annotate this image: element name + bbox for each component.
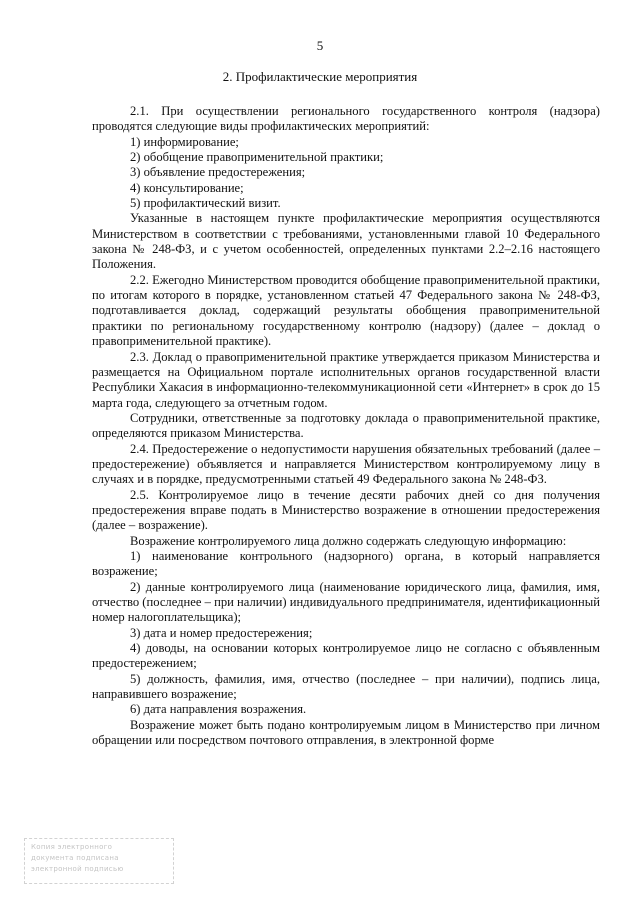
paragraph: 2.4. Предостережение о недопустимости нарушения обязательных требований (далее – предостережение) объявляется и направляется Министерством контролируемому лицу в случаях и в порядке, предусмотренными статьей 49 Федерального закона № 248-ФЗ.: [92, 441, 600, 487]
paragraph: 2.5. Контролируемое лицо в течение десяти рабочих дней со дня получения предостережения вправе подать в Министерство возражение в отношении предостережения (далее – возражение).: [92, 487, 600, 533]
stamp-line: Копия электронного: [31, 843, 113, 851]
paragraph: 2.1. При осуществлении регионального государственного контроля (надзора) проводятся следующие виды профилактических мероприятий:: [92, 104, 600, 134]
paragraph: 2) данные контролируемого лица (наименование юридического лица, фамилия, имя, отчество (последнее – при наличии) индивидуального предпринимателя, идентификационный номер налогоплательщика);: [92, 579, 600, 625]
paragraph: Возражение может быть подано контролируемым лицом в Министерство при личном обращении или посредством почтового отправления, в электронной форме: [92, 717, 600, 748]
list-item: 1) информирование;: [130, 134, 239, 149]
document-body: [92, 104, 600, 748]
paragraph: 4) доводы, на основании которых контролируемое лицо не согласно с объявленным предостережением;: [92, 641, 600, 671]
list-item: 5) профилактический визит.: [130, 196, 281, 211]
paragraph: 2.2. Ежегодно Министерством проводится обобщение правоприменительной практики, по итогам которого в порядке, установленном статьей 47 Федерального закона № 248-ФЗ, подготавливается доклад, содержащий результаты обобщения правоприменительной практики по региональному государственному контролю (надзору) (далее – доклад о правоприменительной практике).: [92, 272, 600, 349]
paragraph: 1) наименование контрольного (надзорного) органа, в который направляется возражение;: [92, 548, 600, 579]
scan-stamp: [24, 838, 174, 884]
paragraph: 2.3. Доклад о правоприменительной практике утверждается приказом Министерства и размещается на Официальном портале исполнительных органов государственной власти Республики Хакасия в информационно-телекоммуникационной сети «Интернет» в срок до 15 марта года, следующего за отчетным годом.: [92, 349, 600, 410]
paragraph: 5) должность, фамилия, имя, отчество (последнее – при наличии), подпись лица, направившего возражение;: [92, 671, 600, 702]
stamp-line: документа подписана: [31, 854, 119, 862]
list-item: 2) обобщение правоприменительной практики;: [130, 150, 384, 165]
paragraph: Указанные в настоящем пункте профилактические мероприятия осуществляются Министерством в соответствии с требованиями, установленными главой 10 Федерального закона № 248-ФЗ, и с учетом особенностей, определенных пунктами 2.2–2.16 настоящего Положения.: [92, 211, 600, 272]
list-item: 3) объявление предостережения;: [130, 165, 306, 180]
list-item: 4) консультирование;: [130, 180, 244, 195]
stamp-line: электронной подписью: [31, 865, 124, 873]
list-item: 3) дата и номер предостережения;: [130, 625, 313, 640]
paragraph: Сотрудники, ответственные за подготовку доклада о правоприменительной практике, определяются приказом Министерства.: [92, 410, 600, 441]
list-item: 6) дата направления возражения.: [130, 702, 307, 717]
paragraph: Возражение контролируемого лица должно содержать следующую информацию:: [130, 533, 567, 548]
page-number: 5: [316, 38, 324, 53]
section-title: 2. Профилактические мероприятия: [222, 69, 418, 84]
